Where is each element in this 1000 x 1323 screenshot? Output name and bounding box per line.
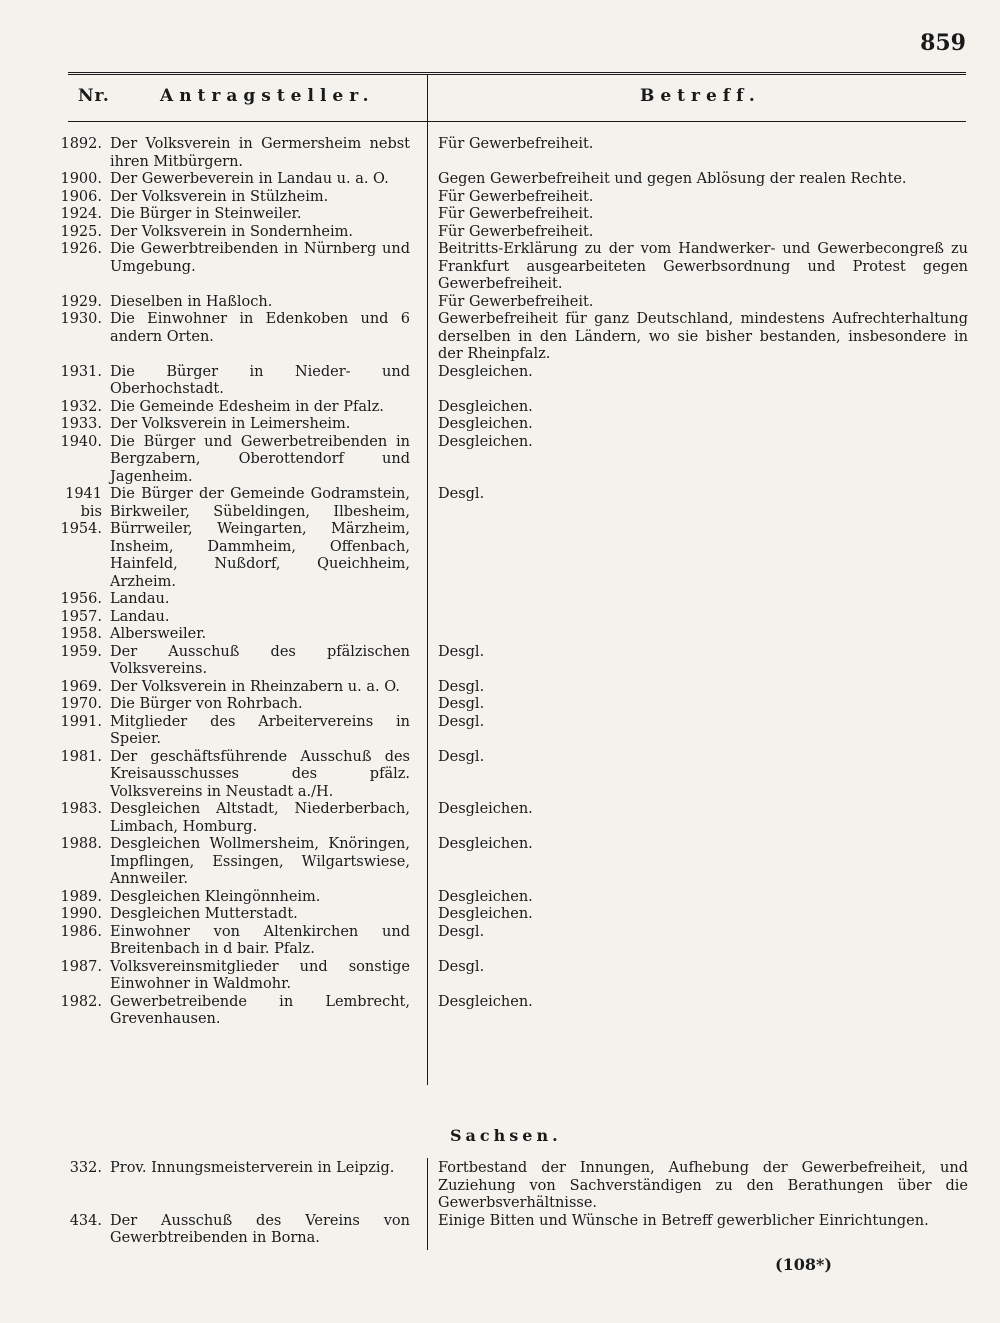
petition-number: 1959. [60, 643, 102, 660]
petition-number: 1988. [60, 836, 102, 852]
petition-list-sachsen [0, 1160, 1000, 1248]
petition-entry [0, 994, 1000, 1029]
petition-entry [0, 906, 1000, 924]
petition-number: 1987. [60, 958, 102, 975]
petition-number: 1982. [60, 993, 102, 1010]
petition-applicant: Albersweiler. [110, 626, 207, 642]
petition-applicant: Die Bürger von Rohrbach. [110, 696, 303, 712]
petition-number: 1900. [60, 171, 102, 187]
petition-number: 1892. [60, 136, 102, 152]
petition-entry [0, 294, 1000, 312]
petition-number: 1986. [60, 923, 102, 940]
header-antragsteller: Antragsteller. [160, 86, 375, 106]
petition-number: 1932. [60, 398, 102, 415]
header-nr: Nr. [78, 86, 110, 106]
petition-number: 1981. [60, 748, 102, 765]
petition-subject: Desgleichen. [438, 906, 533, 922]
petition-number: 1969. [60, 678, 102, 695]
header-betreff: Betreff. [640, 86, 761, 106]
petition-applicant: Desgleichen Kleingönnheim. [110, 888, 321, 905]
petition-subject: Für Gewerbefreiheit. [438, 223, 594, 240]
petition-applicant: Die Einwohner in Edenkoben und 6 andern Orten. [110, 311, 410, 345]
petition-entry [0, 1160, 1000, 1213]
petition-number: 1924. [60, 206, 102, 222]
petition-entry [0, 959, 1000, 994]
petition-applicant: Die Bürger in Nieder- und Oberhochstadt. [110, 363, 410, 397]
petition-entry [0, 311, 1000, 364]
petition-applicant: Die Gewerbtreibenden in Nürnberg und Umgebung. [110, 241, 410, 275]
petition-number: 1925. [60, 223, 102, 240]
petition-entry [0, 399, 1000, 417]
petition-entry [0, 889, 1000, 907]
petition-subject: Für Gewerbefreiheit. [438, 188, 594, 205]
section-title: Sachsen. [450, 1126, 562, 1145]
footer-number: (108*) [775, 1255, 832, 1274]
petition-number: 1970. [60, 696, 102, 712]
petition-subject: Desgleichen. [438, 416, 533, 432]
top-rule [68, 72, 966, 75]
petition-applicant: Der Gewerbeverein in Landau u. a. O. [110, 171, 389, 187]
petition-entry [0, 486, 1000, 591]
petition-number: 1990. [60, 906, 102, 922]
petition-applicant: Volksvereinsmitglieder und sonstige Einwohner in Waldmohr. [110, 958, 410, 992]
petition-applicant: Der Volksverein in Germersheim nebst ihren Mitbürgern. [110, 136, 410, 170]
petition-number: 1956. [60, 591, 102, 607]
petition-number: 1930. [60, 311, 102, 327]
petition-subject: Desgleichen. [438, 888, 533, 905]
petition-entry [0, 1213, 1000, 1248]
petition-applicant: Landau. [110, 591, 170, 607]
petition-entry [0, 924, 1000, 959]
petition-applicant: Dieselben in Haßloch. [110, 293, 273, 310]
petition-subject: Desgl. [438, 643, 485, 660]
petition-subject: Für Gewerbefreiheit. [438, 206, 594, 222]
petition-applicant: Die Bürger in Steinweiler. [110, 206, 302, 222]
petition-subject: Desgl. [438, 678, 485, 695]
petition-applicant: Desgleichen Altstadt, Niederberbach, Limbach, Homburg. [110, 801, 410, 835]
petition-number: 1989. [60, 888, 102, 905]
petition-number: 1957. [60, 608, 102, 625]
petition-applicant: Der Volksverein in Leimersheim. [110, 416, 351, 432]
petition-number: 1906. [60, 188, 102, 205]
petition-applicant: Prov. Innungsmeisterverein in Leipzig. [110, 1160, 395, 1176]
page-number: 859 [920, 30, 966, 56]
petition-entry [0, 434, 1000, 487]
petition-list [0, 136, 1000, 1029]
petition-number: 1931. [60, 363, 102, 380]
petition-applicant: Die Bürger der Gemeinde Godramstein, Birkweiler, Sübeldingen, Ilbesheim, Bürrweiler, Weingarten, Märzheim, Insheim, Dammheim, Offenbach, Hainfeld, Nußdorf, Queichheim, Arzheim. [110, 486, 410, 590]
petition-entry [0, 644, 1000, 679]
petition-applicant: Einwohner von Altenkirchen und Breitenbach in d bair. Pfalz. [110, 923, 410, 957]
petition-subject: Desgleichen. [438, 801, 533, 817]
petition-applicant: Der Volksverein in Stülzheim. [110, 188, 329, 205]
petition-number: 1926. [60, 241, 102, 257]
petition-subject: Desgl. [438, 748, 485, 765]
petition-entry [0, 749, 1000, 802]
petition-subject: Einige Bitten und Wünsche in Betreff gewerblicher Einrichtungen. [438, 1212, 929, 1229]
petition-subject: Desgl. [438, 923, 485, 940]
petition-applicant: Der Volksverein in Rheinzabern u. a. O. [110, 678, 400, 695]
petition-applicant: Landau. [110, 608, 170, 625]
petition-applicant: Der Volksverein in Sondernheim. [110, 223, 353, 240]
petition-subject: Desgleichen. [438, 398, 533, 415]
petition-number: 1958. [60, 626, 102, 642]
petition-number: 1941 bis 1954. [60, 486, 102, 537]
petition-subject: Gegen Gewerbefreiheit und gegen Ablösung der realen Rechte. [438, 171, 907, 187]
petition-subject: Desgl. [438, 713, 485, 730]
petition-subject: Gewerbefreiheit für ganz Deutschland, mindestens Aufrechterhaltung derselben in den Ländern, wo sie bisher bestanden, insbesondere in der Rheinpfalz. [438, 311, 968, 362]
petition-subject: Fortbestand der Innungen, Aufhebung der Gewerbefreiheit, und Zuziehung von Sachverständigen zu den Berathungen über die Gewerbsverhältnisse. [438, 1160, 968, 1211]
petition-entry [0, 801, 1000, 836]
petition-applicant: Der Ausschuß des Vereins von Gewerbtreibenden in Borna. [110, 1212, 410, 1246]
petition-number: 1933. [60, 416, 102, 432]
petition-subject: Desgl. [438, 696, 485, 712]
petition-applicant: Die Bürger und Gewerbetreibenden in Bergzabern, Oberottendorf und Jagenheim. [110, 433, 410, 485]
petition-entry [0, 136, 1000, 171]
petition-entry [0, 836, 1000, 889]
header-rule [68, 121, 966, 122]
petition-applicant: Desgleichen Mutterstadt. [110, 906, 298, 922]
petition-entry [0, 626, 1000, 644]
petition-subject: Für Gewerbefreiheit. [438, 293, 594, 310]
petition-entry [0, 171, 1000, 189]
petition-subject: Desgl. [438, 958, 485, 975]
petition-subject: Desgleichen. [438, 433, 533, 450]
petition-applicant: Die Gemeinde Edesheim in der Pfalz. [110, 398, 384, 415]
petition-entry [0, 189, 1000, 207]
petition-entry [0, 224, 1000, 242]
petition-entry [0, 609, 1000, 627]
petition-entry [0, 696, 1000, 714]
petition-entry [0, 416, 1000, 434]
petition-number: 332. [69, 1160, 102, 1176]
petition-subject: Desgleichen. [438, 363, 533, 380]
petition-subject: Desgleichen. [438, 993, 533, 1010]
petition-number: 1983. [60, 801, 102, 817]
petition-entry [0, 364, 1000, 399]
petition-applicant: Der geschäftsführende Ausschuß des Kreisausschusses des pfälz. Volksvereins in Neustadt a./H. [110, 748, 410, 800]
petition-subject: Beitritts-Erklärung zu der vom Handwerker- und Gewerbecongreß zu Frankfurt ausgearbeiteten Gewerbsordnung und Protest gegen Gewerbefreiheit. [438, 241, 968, 292]
petition-applicant: Gewerbetreibende in Lembrecht, Grevenhausen. [110, 993, 410, 1027]
petition-number: 434. [69, 1212, 102, 1229]
petition-entry [0, 591, 1000, 609]
petition-applicant: Mitglieder des Arbeitervereins in Speier. [110, 713, 410, 747]
petition-subject: Für Gewerbefreiheit. [438, 136, 594, 152]
petition-applicant: Der Ausschuß des pfälzischen Volksvereins. [110, 643, 410, 677]
petition-number: 1991. [60, 713, 102, 730]
petition-applicant: Desgleichen Wollmersheim, Knöringen, Impflingen, Essingen, Wilgartswiese, Annweiler. [110, 836, 410, 887]
petition-subject: Desgl. [438, 486, 485, 502]
petition-entry [0, 714, 1000, 749]
petition-number: 1940. [60, 433, 102, 450]
petition-entry [0, 679, 1000, 697]
petition-entry [0, 206, 1000, 224]
petition-subject: Desgleichen. [438, 836, 533, 852]
petition-number: 1929. [60, 293, 102, 310]
petition-entry [0, 241, 1000, 294]
